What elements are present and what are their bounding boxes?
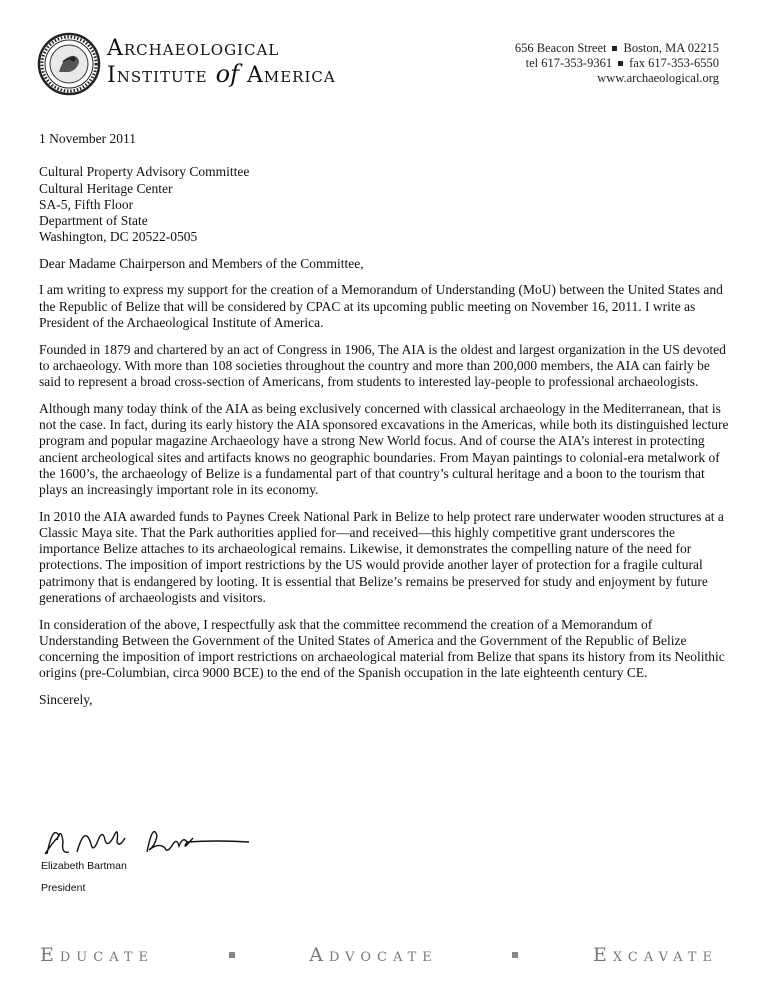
org-name-institute: Institute xyxy=(107,63,208,88)
signer-title: President xyxy=(41,882,86,894)
letter-body xyxy=(39,131,729,718)
org-name-line-1: Archaeological xyxy=(107,36,280,61)
paragraph: I am writing to express my support for the creation of a Memorandum of Understanding (MoU) between the United States and the Republic of Belize that will be considered by CPAC at its upcoming public meeting on November 16, 2011. I write as President of the Archaeological Institute of America. xyxy=(39,282,723,331)
telephone: tel 617-353-9361 xyxy=(525,56,613,70)
paragraph: Although many today think of the AIA as being exclusively concerned with classical archaeology in the Mediterranean, that is not the case. In fact, during its early history the AIA sponsored excavations in the Americas, while both its distinguished lecture program and popular magazine Archaeology have a strong New World focus. And of course the AIA’s interest in protecting ancient archeological sites and artifacts knows no geographic boundaries. From Mayan paintings to colonial-era metalwork of the 1600’s, the archaeology of Belize is a fundamental part of that country’s cultural heritage and a boon to the tourism that plays an increasingly important role in its economy. xyxy=(39,400,729,498)
address-city: Boston, MA 02215 xyxy=(623,41,719,55)
signer-name: Elizabeth Bartman xyxy=(41,860,127,872)
org-name-line-2 xyxy=(107,60,336,88)
closing: Sincerely, xyxy=(39,691,93,707)
recipient-line: Washington, DC 20522-0505 xyxy=(39,229,198,245)
letter-date: 1 November 2011 xyxy=(39,131,136,146)
motto-excavate: Excavate xyxy=(593,944,718,966)
paragraph: Founded in 1879 and chartered by an act of Congress in 1906, The AIA is the oldest and largest organization in the US devoted to archaeology. With more than 108 societies throughout the country and more than 200,000 members, the AIA can fairly be said to represent a broad cross-section of Americans, from students to interested lay-people to professional archaeologists. xyxy=(39,341,726,390)
recipient-line: SA-5, Fifth Floor xyxy=(39,196,134,212)
recipient-line: Cultural Property Advisory Committee xyxy=(39,164,250,180)
contact-block xyxy=(515,41,719,86)
org-name-america: America xyxy=(246,63,336,88)
website: www.archaeological.org xyxy=(597,71,719,85)
address-line xyxy=(515,41,719,56)
salutation: Dear Madame Chairperson and Members of the Committee, xyxy=(39,255,364,271)
bullet-square-icon xyxy=(612,46,617,51)
bullet-square-icon xyxy=(618,61,623,66)
institute-seal-logo xyxy=(37,32,101,96)
motto-advocate: Advocate xyxy=(309,944,438,966)
bullet-square-icon xyxy=(512,952,518,958)
recipient-line: Department of State xyxy=(39,213,148,229)
address-street: 656 Beacon Street xyxy=(514,41,607,55)
motto-educate: Educate xyxy=(40,944,155,966)
organization-name xyxy=(107,38,336,87)
bullet-square-icon xyxy=(229,952,235,958)
recipient-line: Cultural Heritage Center xyxy=(39,180,173,196)
footer-motto xyxy=(40,944,718,966)
paragraph: In consideration of the above, I respectfully ask that the committee recommend the creation of a Memorandum of Understanding Between the Government of the United States of America and the Government of the Republic of Belize concerning the imposition of import restrictions on archaeological material from Belize that spans its history from its Neolithic origins (pre-Columbian, circa 9000 BCE) to the end of the Spanish occupation in the late eighteenth century CE. xyxy=(39,616,725,681)
fax: fax 617-353-6550 xyxy=(629,56,719,70)
phone-line xyxy=(515,56,719,71)
paragraph: In 2010 the AIA awarded funds to Paynes Creek National Park in Belize to help protect rare underwater wooden structures at a Classic Maya site. That the Park authorities applied for—and received—this highly competitive grant underscores the importance Belize attaches to its archaeological remains. Likewise, it demonstrates the compelling nature of the need for protections. The imposition of import restrictions by the US would provide another layer of protection for a fragile cultural patrimony that is endangered by looting. It is essential that Belize’s remains be preserved for study and enjoyment by future generations of archaeologists and visitors. xyxy=(39,508,724,606)
org-name-of: of xyxy=(215,60,239,88)
